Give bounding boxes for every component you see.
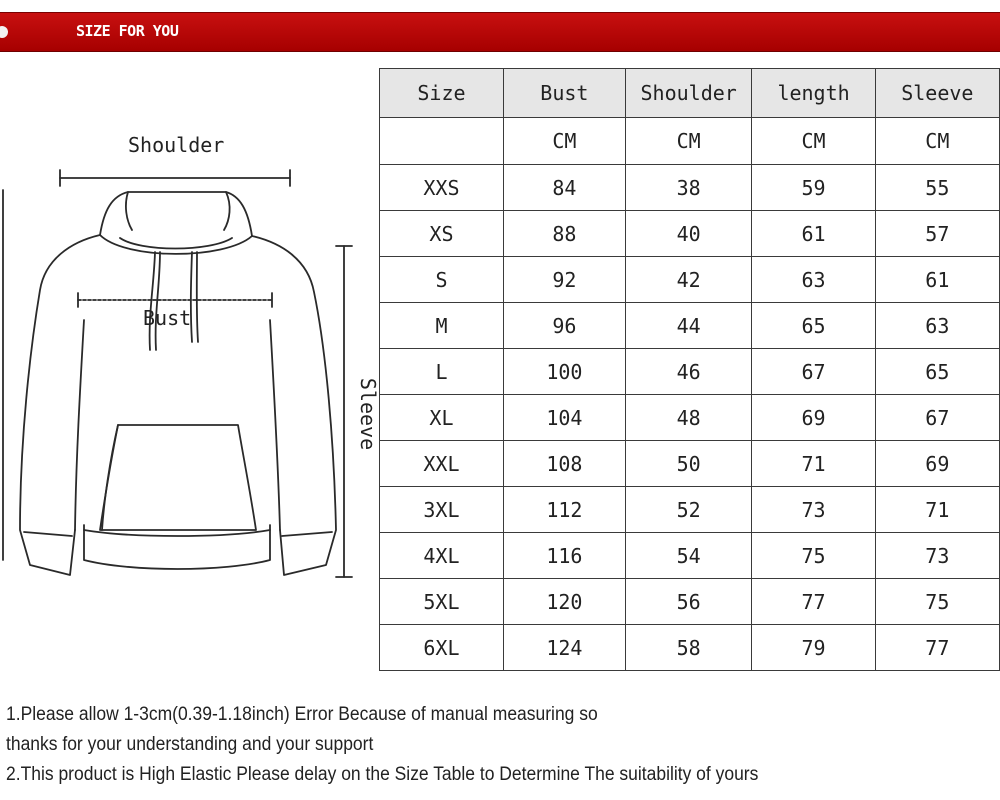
- cell-size: M: [380, 303, 504, 349]
- cell-shoulder: 54: [625, 533, 752, 579]
- cell-size: 5XL: [380, 579, 504, 625]
- header-row: [380, 69, 1000, 118]
- cell-sleeve: 69: [875, 441, 999, 487]
- cell-bust: 120: [503, 579, 625, 625]
- shoulder-label: Shoulder: [128, 133, 225, 157]
- cell-bust: 84: [503, 165, 625, 211]
- table-row: [380, 579, 1000, 625]
- cell-length: 75: [752, 533, 875, 579]
- cell-shoulder: 44: [625, 303, 752, 349]
- cell-size: XS: [380, 211, 504, 257]
- cell-bust: 124: [503, 625, 625, 671]
- size-table-body: [380, 118, 1000, 671]
- cell-sleeve: 55: [875, 165, 999, 211]
- cell-shoulder: 48: [625, 395, 752, 441]
- bullet-icon: [0, 26, 8, 38]
- cell-shoulder: 46: [625, 349, 752, 395]
- header-length: length: [752, 69, 875, 118]
- unit-cell: CM: [625, 118, 752, 165]
- cell-sleeve: 67: [875, 395, 999, 441]
- cell-length: 63: [752, 257, 875, 303]
- cell-size: S: [380, 257, 504, 303]
- cell-length: 59: [752, 165, 875, 211]
- cell-shoulder: 42: [625, 257, 752, 303]
- cell-sleeve: 75: [875, 579, 999, 625]
- size-table: [379, 68, 1000, 671]
- cell-size: XXL: [380, 441, 504, 487]
- cell-length: 67: [752, 349, 875, 395]
- cell-bust: 96: [503, 303, 625, 349]
- cell-size: L: [380, 349, 504, 395]
- cell-sleeve: 57: [875, 211, 999, 257]
- table-row: [380, 533, 1000, 579]
- cell-length: 61: [752, 211, 875, 257]
- unit-cell: CM: [503, 118, 625, 165]
- unit-row: [380, 118, 1000, 165]
- cell-bust: 108: [503, 441, 625, 487]
- note-line-2: thanks for your understanding and your support: [6, 734, 374, 755]
- cell-length: 77: [752, 579, 875, 625]
- cell-bust: 112: [503, 487, 625, 533]
- cell-shoulder: 56: [625, 579, 752, 625]
- size-banner: [0, 12, 1000, 52]
- bust-label: Bust: [143, 306, 192, 330]
- cell-size: XXS: [380, 165, 504, 211]
- cell-shoulder: 52: [625, 487, 752, 533]
- table-row: [380, 441, 1000, 487]
- cell-length: 79: [752, 625, 875, 671]
- note-line-1: 1.Please allow 1-3cm(0.39-1.18inch) Error Because of manual measuring so: [6, 704, 598, 725]
- table-row: [380, 165, 1000, 211]
- table-row: [380, 487, 1000, 533]
- note-line-3: 2.This product is High Elastic Please delay on the Size Table to Determine The suitability of yours: [6, 764, 759, 785]
- cell-length: 71: [752, 441, 875, 487]
- table-row: [380, 211, 1000, 257]
- cell-size: 4XL: [380, 533, 504, 579]
- banner-title: SIZE FOR YOU: [76, 22, 179, 40]
- cell-bust: 100: [503, 349, 625, 395]
- table-row: [380, 257, 1000, 303]
- header-sleeve: Sleeve: [875, 69, 999, 118]
- cell-bust: 116: [503, 533, 625, 579]
- cell-size: 3XL: [380, 487, 504, 533]
- cell-sleeve: 71: [875, 487, 999, 533]
- cell-length: 65: [752, 303, 875, 349]
- cell-length: 69: [752, 395, 875, 441]
- table-row: [380, 303, 1000, 349]
- cell-sleeve: 77: [875, 625, 999, 671]
- header-shoulder: Shoulder: [625, 69, 752, 118]
- table-row: [380, 625, 1000, 671]
- cell-size: 6XL: [380, 625, 504, 671]
- header-bust: Bust: [503, 69, 625, 118]
- header-size: Size: [380, 69, 504, 118]
- cell-bust: 92: [503, 257, 625, 303]
- cell-bust: 104: [503, 395, 625, 441]
- sleeve-label: Sleeve: [356, 377, 380, 451]
- cell-sleeve: 61: [875, 257, 999, 303]
- cell-shoulder: 38: [625, 165, 752, 211]
- cell-sleeve: 65: [875, 349, 999, 395]
- cell-length: 73: [752, 487, 875, 533]
- cell-shoulder: 50: [625, 441, 752, 487]
- unit-cell: [380, 118, 504, 165]
- table-row: [380, 349, 1000, 395]
- unit-cell: CM: [752, 118, 875, 165]
- cell-size: XL: [380, 395, 504, 441]
- notes: [6, 700, 758, 790]
- table-row: [380, 395, 1000, 441]
- cell-bust: 88: [503, 211, 625, 257]
- hoodie-diagram: [0, 60, 380, 620]
- cell-sleeve: 73: [875, 533, 999, 579]
- cell-sleeve: 63: [875, 303, 999, 349]
- cell-shoulder: 40: [625, 211, 752, 257]
- unit-cell: CM: [875, 118, 999, 165]
- cell-shoulder: 58: [625, 625, 752, 671]
